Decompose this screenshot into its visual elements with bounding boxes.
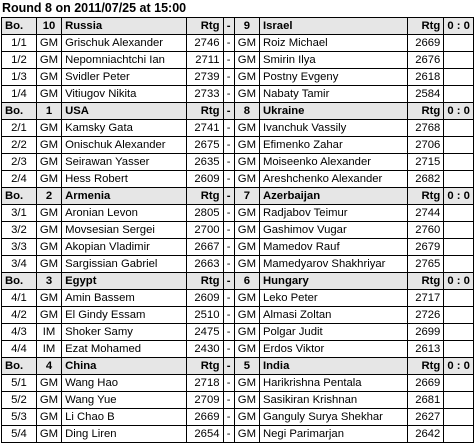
away-player-title: GM xyxy=(234,426,259,443)
board-row xyxy=(2,341,474,358)
board-result xyxy=(444,69,474,86)
pairings-table xyxy=(1,17,474,443)
home-player-rating: 2709 xyxy=(187,392,223,409)
board-number: 2/2 xyxy=(2,137,37,154)
home-player-rating: 2510 xyxy=(187,307,223,324)
away-player-rating: 2699 xyxy=(407,324,443,341)
home-player-name: Amin Bassem xyxy=(62,290,187,307)
board-row xyxy=(2,171,474,188)
away-player-name: Negi Parimarjan xyxy=(259,426,407,443)
board-result xyxy=(444,256,474,273)
away-player-name: Roiz Michael xyxy=(259,35,407,52)
home-seed: 4 xyxy=(36,358,61,375)
home-player-title: IM xyxy=(36,324,61,341)
board-row xyxy=(2,205,474,222)
home-player-title: GM xyxy=(36,239,61,256)
home-player-title: IM xyxy=(36,341,61,358)
away-seed: 9 xyxy=(234,18,259,35)
separator: - xyxy=(223,120,234,137)
board-number: 1/1 xyxy=(2,35,37,52)
round-title: Round 8 on 2011/07/25 at 15:00 xyxy=(2,1,187,15)
home-rating-header: Rtg xyxy=(187,18,223,35)
home-seed: 2 xyxy=(36,188,61,205)
board-result xyxy=(444,222,474,239)
board-row xyxy=(2,426,474,443)
away-player-name: Sasikiran Krishnan xyxy=(259,392,407,409)
home-seed: 1 xyxy=(36,103,61,120)
away-player-title: GM xyxy=(234,52,259,69)
board-number: 4/4 xyxy=(2,341,37,358)
separator: - xyxy=(223,137,234,154)
home-player-rating: 2475 xyxy=(187,324,223,341)
away-player-title: GM xyxy=(234,35,259,52)
separator: - xyxy=(223,307,234,324)
match-header-row xyxy=(2,273,474,290)
away-rating-header: Rtg xyxy=(407,18,443,35)
match-header-row xyxy=(2,103,474,120)
away-player-title: GM xyxy=(234,256,259,273)
home-player-rating: 2609 xyxy=(187,290,223,307)
board-row xyxy=(2,409,474,426)
home-player-name: Vitiugov Nikita xyxy=(62,86,187,103)
board-row xyxy=(2,86,474,103)
match-header-row xyxy=(2,358,474,375)
board-number: 1/4 xyxy=(2,86,37,103)
board-result xyxy=(444,392,474,409)
away-player-name: Almasi Zoltan xyxy=(259,307,407,324)
home-player-title: GM xyxy=(36,35,61,52)
home-player-title: GM xyxy=(36,52,61,69)
away-player-title: GM xyxy=(234,409,259,426)
board-number: 5/1 xyxy=(2,375,37,392)
away-player-name: Gashimov Vugar xyxy=(259,222,407,239)
board-number: 1/3 xyxy=(2,69,37,86)
separator: - xyxy=(223,341,234,358)
home-player-title: GM xyxy=(36,256,61,273)
board-result xyxy=(444,52,474,69)
home-team-name: Armenia xyxy=(62,188,187,205)
away-player-rating: 2726 xyxy=(407,307,443,324)
away-rating-header: Rtg xyxy=(407,188,443,205)
board-result xyxy=(444,324,474,341)
home-player-rating: 2711 xyxy=(187,52,223,69)
home-player-title: GM xyxy=(36,307,61,324)
separator: - xyxy=(223,188,234,205)
away-seed: 7 xyxy=(234,188,259,205)
board-result xyxy=(444,205,474,222)
away-player-rating: 2715 xyxy=(407,154,443,171)
board-number: 3/1 xyxy=(2,205,37,222)
separator: - xyxy=(223,52,234,69)
separator: - xyxy=(223,239,234,256)
home-player-rating: 2667 xyxy=(187,239,223,256)
board-number: 5/4 xyxy=(2,426,37,443)
board-result xyxy=(444,341,474,358)
board-row xyxy=(2,154,474,171)
separator: - xyxy=(223,69,234,86)
board-result xyxy=(444,290,474,307)
home-player-rating: 2733 xyxy=(187,86,223,103)
board-row xyxy=(2,375,474,392)
away-player-rating: 2618 xyxy=(407,69,443,86)
home-player-name: Svidler Peter xyxy=(62,69,187,86)
away-player-rating: 2584 xyxy=(407,86,443,103)
away-player-title: GM xyxy=(234,205,259,222)
board-number: 4/1 xyxy=(2,290,37,307)
home-rating-header: Rtg xyxy=(187,188,223,205)
home-player-name: Wang Hao xyxy=(62,375,187,392)
home-player-title: GM xyxy=(36,290,61,307)
home-team-name: Egypt xyxy=(62,273,187,290)
away-player-rating: 2765 xyxy=(407,256,443,273)
match-header-row xyxy=(2,188,474,205)
away-team-name: Azerbaijan xyxy=(259,188,407,205)
separator: - xyxy=(223,171,234,188)
separator: - xyxy=(223,103,234,120)
board-result xyxy=(444,409,474,426)
away-player-rating: 2627 xyxy=(407,409,443,426)
match-score: 0 : 0 xyxy=(444,273,474,290)
away-player-rating: 2669 xyxy=(407,35,443,52)
away-player-title: GM xyxy=(234,239,259,256)
separator: - xyxy=(223,154,234,171)
away-player-rating: 2642 xyxy=(407,426,443,443)
board-number: 3/4 xyxy=(2,256,37,273)
away-rating-header: Rtg xyxy=(407,273,443,290)
away-seed: 8 xyxy=(234,103,259,120)
away-player-name: Mamedov Rauf xyxy=(259,239,407,256)
separator: - xyxy=(223,18,234,35)
separator: - xyxy=(223,256,234,273)
home-seed: 3 xyxy=(36,273,61,290)
board-column-header: Bo. xyxy=(2,18,37,35)
home-team-name: USA xyxy=(62,103,187,120)
home-player-name: Ezat Mohamed xyxy=(62,341,187,358)
home-player-title: GM xyxy=(36,222,61,239)
board-row xyxy=(2,35,474,52)
home-player-rating: 2430 xyxy=(187,341,223,358)
home-rating-header: Rtg xyxy=(187,273,223,290)
away-player-rating: 2760 xyxy=(407,222,443,239)
home-player-rating: 2635 xyxy=(187,154,223,171)
home-player-rating: 2654 xyxy=(187,426,223,443)
board-column-header: Bo. xyxy=(2,103,37,120)
board-number: 1/2 xyxy=(2,52,37,69)
board-row xyxy=(2,256,474,273)
home-player-rating: 2739 xyxy=(187,69,223,86)
home-player-title: GM xyxy=(36,426,61,443)
away-player-title: GM xyxy=(234,290,259,307)
home-player-title: GM xyxy=(36,69,61,86)
home-player-name: Wang Yue xyxy=(62,392,187,409)
separator: - xyxy=(223,375,234,392)
separator: - xyxy=(223,222,234,239)
home-player-name: Shoker Samy xyxy=(62,324,187,341)
home-player-rating: 2609 xyxy=(187,171,223,188)
away-player-rating: 2768 xyxy=(407,120,443,137)
separator: - xyxy=(223,273,234,290)
away-seed: 5 xyxy=(234,358,259,375)
away-player-name: Harikrishna Pentala xyxy=(259,375,407,392)
home-player-name: El Gindy Essam xyxy=(62,307,187,324)
away-player-title: GM xyxy=(234,307,259,324)
home-player-rating: 2675 xyxy=(187,137,223,154)
home-player-title: GM xyxy=(36,120,61,137)
board-row xyxy=(2,52,474,69)
away-player-name: Ganguly Surya Shekhar xyxy=(259,409,407,426)
away-player-rating: 2682 xyxy=(407,171,443,188)
away-player-rating: 2669 xyxy=(407,375,443,392)
away-team-name: Hungary xyxy=(259,273,407,290)
away-player-name: Mamedyarov Shakhriyar xyxy=(259,256,407,273)
away-team-name: India xyxy=(259,358,407,375)
away-player-name: Areshchenko Alexander xyxy=(259,171,407,188)
away-player-name: Polgar Judit xyxy=(259,324,407,341)
home-player-title: GM xyxy=(36,86,61,103)
separator: - xyxy=(223,392,234,409)
away-player-title: GM xyxy=(234,324,259,341)
match-score: 0 : 0 xyxy=(444,188,474,205)
board-number: 3/3 xyxy=(2,239,37,256)
board-row xyxy=(2,120,474,137)
away-team-name: Ukraine xyxy=(259,103,407,120)
board-result xyxy=(444,426,474,443)
away-player-title: GM xyxy=(234,375,259,392)
board-row xyxy=(2,324,474,341)
board-number: 4/3 xyxy=(2,324,37,341)
board-number: 2/3 xyxy=(2,154,37,171)
away-player-rating: 2717 xyxy=(407,290,443,307)
board-number: 2/1 xyxy=(2,120,37,137)
board-result xyxy=(444,154,474,171)
away-player-rating: 2613 xyxy=(407,341,443,358)
separator: - xyxy=(223,35,234,52)
separator: - xyxy=(223,290,234,307)
board-result xyxy=(444,120,474,137)
away-player-title: GM xyxy=(234,120,259,137)
board-column-header: Bo. xyxy=(2,273,37,290)
away-player-name: Postny Evgeny xyxy=(259,69,407,86)
board-number: 3/2 xyxy=(2,222,37,239)
home-rating-header: Rtg xyxy=(187,358,223,375)
away-player-title: GM xyxy=(234,392,259,409)
home-player-rating: 2746 xyxy=(187,35,223,52)
home-player-title: GM xyxy=(36,154,61,171)
home-player-name: Movsesian Sergei xyxy=(62,222,187,239)
home-player-name: Sargissian Gabriel xyxy=(62,256,187,273)
board-row xyxy=(2,69,474,86)
board-row xyxy=(2,290,474,307)
home-player-name: Nepomniachtchi Ian xyxy=(62,52,187,69)
away-player-name: Ivanchuk Vassily xyxy=(259,120,407,137)
away-player-name: Leko Peter xyxy=(259,290,407,307)
separator: - xyxy=(223,409,234,426)
match-score: 0 : 0 xyxy=(444,358,474,375)
away-player-name: Moiseenko Alexander xyxy=(259,154,407,171)
home-player-title: GM xyxy=(36,392,61,409)
match-score: 0 : 0 xyxy=(444,18,474,35)
away-player-title: GM xyxy=(234,222,259,239)
away-team-name: Israel xyxy=(259,18,407,35)
home-player-name: Aronian Levon xyxy=(62,205,187,222)
away-player-rating: 2676 xyxy=(407,52,443,69)
home-player-title: GM xyxy=(36,205,61,222)
away-rating-header: Rtg xyxy=(407,103,443,120)
separator: - xyxy=(223,86,234,103)
away-player-title: GM xyxy=(234,171,259,188)
home-player-name: Seirawan Yasser xyxy=(62,154,187,171)
away-player-title: GM xyxy=(234,341,259,358)
away-player-rating: 2744 xyxy=(407,205,443,222)
away-player-title: GM xyxy=(234,137,259,154)
away-player-name: Smirin Ilya xyxy=(259,52,407,69)
match-header-row xyxy=(2,18,474,35)
board-result xyxy=(444,171,474,188)
home-player-rating: 2669 xyxy=(187,409,223,426)
home-player-rating: 2700 xyxy=(187,222,223,239)
away-rating-header: Rtg xyxy=(407,358,443,375)
board-result xyxy=(444,239,474,256)
home-team-name: Russia xyxy=(62,18,187,35)
away-seed: 6 xyxy=(234,273,259,290)
board-result xyxy=(444,375,474,392)
home-player-name: Onischuk Alexander xyxy=(62,137,187,154)
board-number: 5/3 xyxy=(2,409,37,426)
board-result xyxy=(444,35,474,52)
home-player-title: GM xyxy=(36,375,61,392)
away-player-title: GM xyxy=(234,154,259,171)
board-row xyxy=(2,222,474,239)
away-player-title: GM xyxy=(234,86,259,103)
board-number: 2/4 xyxy=(2,171,37,188)
board-column-header: Bo. xyxy=(2,358,37,375)
away-player-name: Efimenko Zahar xyxy=(259,137,407,154)
home-player-title: GM xyxy=(36,409,61,426)
away-player-name: Radjabov Teimur xyxy=(259,205,407,222)
home-player-title: GM xyxy=(36,137,61,154)
home-team-name: China xyxy=(62,358,187,375)
away-player-rating: 2681 xyxy=(407,392,443,409)
away-player-rating: 2706 xyxy=(407,137,443,154)
home-player-name: Grischuk Alexander xyxy=(62,35,187,52)
away-player-rating: 2679 xyxy=(407,239,443,256)
home-player-rating: 2663 xyxy=(187,256,223,273)
home-player-rating: 2741 xyxy=(187,120,223,137)
home-player-name: Akopian Vladimir xyxy=(62,239,187,256)
board-row xyxy=(2,307,474,324)
separator: - xyxy=(223,358,234,375)
board-result xyxy=(444,86,474,103)
home-player-name: Ding Liren xyxy=(62,426,187,443)
home-player-name: Kamsky Gata xyxy=(62,120,187,137)
board-row xyxy=(2,392,474,409)
home-player-name: Hess Robert xyxy=(62,171,187,188)
away-player-title: GM xyxy=(234,69,259,86)
board-result xyxy=(444,307,474,324)
board-row xyxy=(2,137,474,154)
match-score: 0 : 0 xyxy=(444,103,474,120)
home-seed: 10 xyxy=(36,18,61,35)
home-player-rating: 2805 xyxy=(187,205,223,222)
board-number: 5/2 xyxy=(2,392,37,409)
board-row xyxy=(2,239,474,256)
separator: - xyxy=(223,205,234,222)
home-player-name: Li Chao B xyxy=(62,409,187,426)
separator: - xyxy=(223,324,234,341)
home-player-rating: 2718 xyxy=(187,375,223,392)
home-rating-header: Rtg xyxy=(187,103,223,120)
home-player-title: GM xyxy=(36,171,61,188)
separator: - xyxy=(223,426,234,443)
board-column-header: Bo. xyxy=(2,188,37,205)
board-result xyxy=(444,137,474,154)
away-player-name: Nabaty Tamir xyxy=(259,86,407,103)
board-number: 4/2 xyxy=(2,307,37,324)
away-player-name: Erdos Viktor xyxy=(259,341,407,358)
